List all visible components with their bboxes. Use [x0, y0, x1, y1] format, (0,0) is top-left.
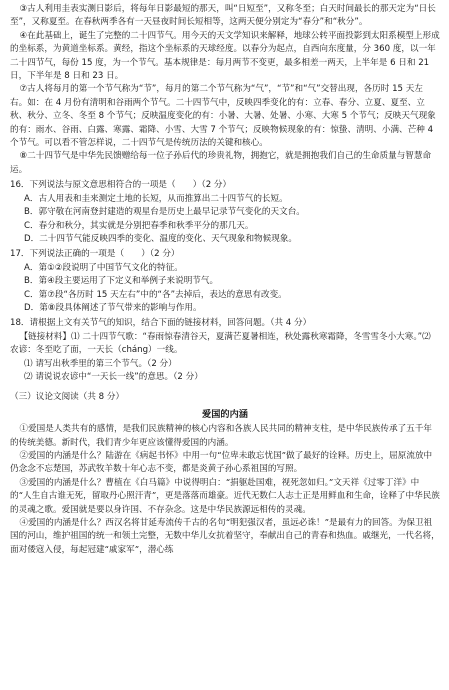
passage-paragraph-7: ⑦古人将每月的第一个节气称为“节”，每月的第二个节气称为“气”，“节”和“气”交替出现，各历时 15 天左右。如：在 4 月份有清明和谷雨两个节气。二十四节气中，反映四季变化的有：立春、春分、立夏、夏至、立秋、秋分、立冬、冬至 8 个节气；反映温度变化的有：小暑、大暑、处暑、小寒、大寒 5 个节气；反映天气现象的有：雨水、谷雨、白露、寒露、霜降、小雪、大雪 7 个节气；反映物候现象的有：惊蛰、清明、小满、芒种 4 个节气。可以看不管怎样说，二十四节气是传统历法的关键和核心。: [10, 84, 436, 149]
question-16-option-b: B．郭守敬在河南登封建造的观星台是历史上最早记录节气变化的天文台。: [24, 207, 305, 218]
argumentative-section: [10, 391, 440, 557]
question-18-sub-1: ⑴ 请写出秋季里的第三个节气。（2 分）: [24, 358, 177, 369]
essay-paragraph-3: ③爱国的内涵是什么？曹植在《白马篇》中说得明白：“捐躯赴国难，视死忽如归。”文天祥《过零丁洋》中的“人生自古谁无死，留取丹心照汗青”，更是落落而雄豪。近代无数仁人志士正是用鲜血和生命，诠释了中华民族的灵魂之歌。爱国就是要以身许国、不存杂念。这是中华民族源远相传的灵魂。: [10, 477, 440, 515]
reading-passage-top: [10, 3, 440, 177]
question-17-stem: 17．下列说法正确的一项是（ ）（2 分）: [10, 249, 180, 260]
passage-paragraph-4: ④在此基础上，诞生了完整的二十四节气。用今天的天文学知识来解释，地球公转平面投影到太阳系模型上形成的坐标系，为黄道坐标系。黄经，指这个坐标系的天球经度。以春分为起点，自西向东度量，分 360 度，以一年二十四节气，每份 15 度，为一个节气。基本规律是：每月两节不变更，最多相差一两天，上半年是 6 日和 21 日，下半年是 8 日和 23 日。: [10, 30, 440, 82]
question-17-option-d: D．第⑧段具体阐述了节气带来的影响与作用。: [24, 302, 202, 313]
essay-paragraph-2: ②爱国的内涵是什么？陆游在《病起书怀》中用一句“位卑未敢忘忧国”做了最好的诠释。历史上，屈原流放中仍念念不忘楚国，苏武牧羊数十年心志不变，都是炎黄子孙心系祖国的写照。: [10, 451, 433, 475]
essay-title: 爱国的内涵: [202, 408, 248, 420]
question-17-option-b: B．第④段主要运用了下定义和举例子来说明节气。: [24, 276, 219, 287]
question-16-stem: 16．下列说法与原文意思相符合的一项是（ ）（2 分）: [10, 180, 232, 191]
question-18-stem: 18．请根据上文有关节气的知识，结合下面的链接材料，回答问题。（共 4 分）: [10, 318, 312, 329]
question-16-option-d: D．二十四节气能反映四季的变化、温度的变化、天气现象和物候现象。: [24, 233, 298, 244]
question-17: [10, 248, 440, 315]
question-16: [10, 179, 440, 246]
essay-body: [10, 423, 440, 557]
passage-paragraph-8: ⑧二十四节气是中华先民馈赠给每一位子孙后代的珍贵礼物，拥抱它，就是拥抱我们自己的生命质量与智慧命运。: [10, 151, 432, 175]
question-17-option-a: A．第①②段说明了中国节气文化的特征。: [24, 262, 183, 273]
essay-paragraph-4: ④爱国的内涵是什么？西汉名将甘延寿流传千古的名句“明犯强汉者，虽远必诛！”是最有力的回答。为保卫祖国的河山，维护祖国的统一和领土完整，无数中华儿女抗着坚守，奉献出自己的青春和热血。戚继光，一代名将，面对倭寇入侵，每起冠建“戚家军”，潜心练: [10, 518, 440, 555]
question-18-link-material: 【链接材料】⑴ 二十四节气歌：“春雨惊春清谷天，夏满芒夏暑相连，秋处露秋寒霜降，冬雪雪冬小大寒。”⑵ 农谚：冬至吃了面，一天长（cháng）一线。: [10, 331, 431, 356]
question-16-option-c: C．春分和秋分，其实就是分别把春季和秋季平分的那几天。: [24, 220, 254, 231]
passage-paragraph-3: ③古人利用圭表实测日影后，将每年日影最短的那天，叫“日短至”，又称冬至；白天时间最长的那天定为“日长至”，又称夏至。在春秋两季各有一天昼夜时间长短相等，这两天便分别定为“春分”和“秋分”。: [10, 4, 436, 28]
question-18: [10, 317, 440, 384]
question-17-option-c: C．第⑦段“各历时 15 天左右”中的“各”去掉后，表达的意思有改变。: [24, 289, 287, 300]
question-18-sub-2: ⑵ 请说说农谚中“一天长一线”的意思。（2 分）: [24, 371, 203, 382]
section-heading: （三）议论文阅读（共 8 分）: [10, 392, 125, 403]
question-16-option-a: A．古人用表和圭来测定土地的长短，从而推算出二十四节气的长短。: [24, 193, 288, 204]
essay-paragraph-1: ①爱国是人类共有的感情，是我们民族精神的核心内容和各族人民共同的精神支柱，是中华民族传承了五千年的传统美德。新时代，我们青少年更应该懂得爱国的内涵。: [10, 424, 432, 448]
